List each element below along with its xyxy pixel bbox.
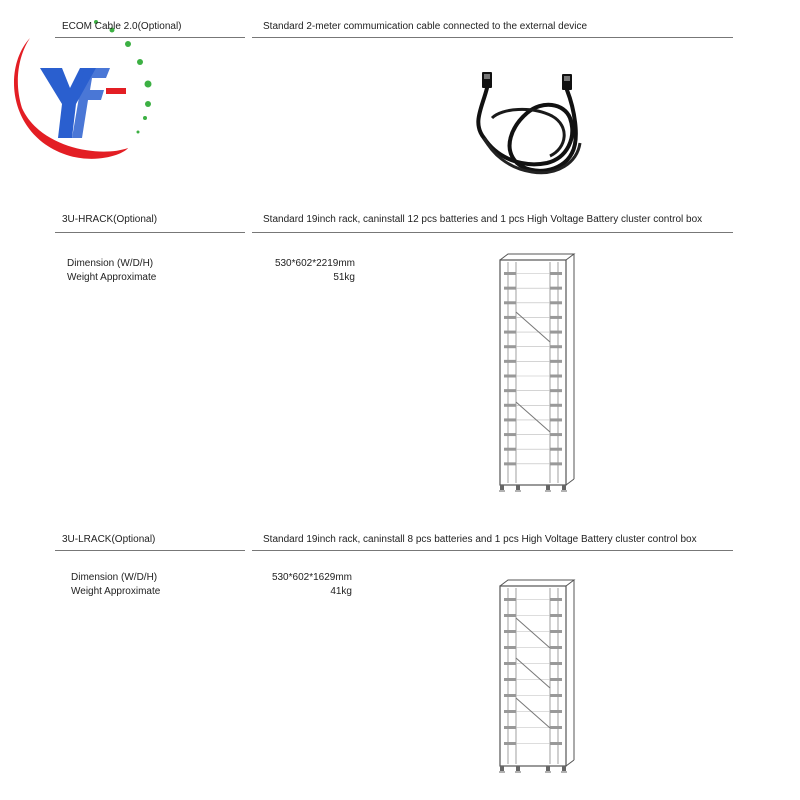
ecom-cable-image <box>462 68 592 183</box>
section-description-lrack: Standard 19inch rack, caninstall 8 pcs batteries and 1 pcs High Voltage Battery cluster control box <box>263 534 697 545</box>
spec-label-weight: Weight Approximate <box>71 586 161 597</box>
divider-right <box>252 232 733 233</box>
section-title-lrack: 3U-LRACK(Optional) <box>62 534 156 545</box>
section-description-ecom: Standard 2-meter commumication cable connected to the external device <box>263 21 588 32</box>
spec-value-dimension: 530*602*1629mm <box>271 572 352 583</box>
divider-right <box>252 550 733 551</box>
spec-label-weight: Weight Approximate <box>67 272 157 283</box>
divider-left <box>55 550 245 551</box>
section-title-hrack: 3U-HRACK(Optional) <box>62 214 158 225</box>
spec-value-weight: 51kg <box>333 272 355 283</box>
divider-left <box>55 37 245 38</box>
lrack-image <box>488 578 578 778</box>
divider-right <box>252 37 733 38</box>
spec-label-dimension: Dimension (W/D/H) <box>67 258 154 269</box>
section-title-ecom: ECOM Cable 2.0(Optional) <box>62 21 182 32</box>
spec-value-dimension: 530*602*2219mm <box>274 258 355 269</box>
divider-left <box>55 232 245 233</box>
section-description-hrack: Standard 19inch rack, caninstall 12 pcs batteries and 1 pcs High Voltage Battery cluster control box <box>263 214 703 225</box>
spec-label-dimension: Dimension (W/D/H) <box>71 572 158 583</box>
hrack-image <box>488 252 578 497</box>
spec-value-weight: 41kg <box>330 586 352 597</box>
